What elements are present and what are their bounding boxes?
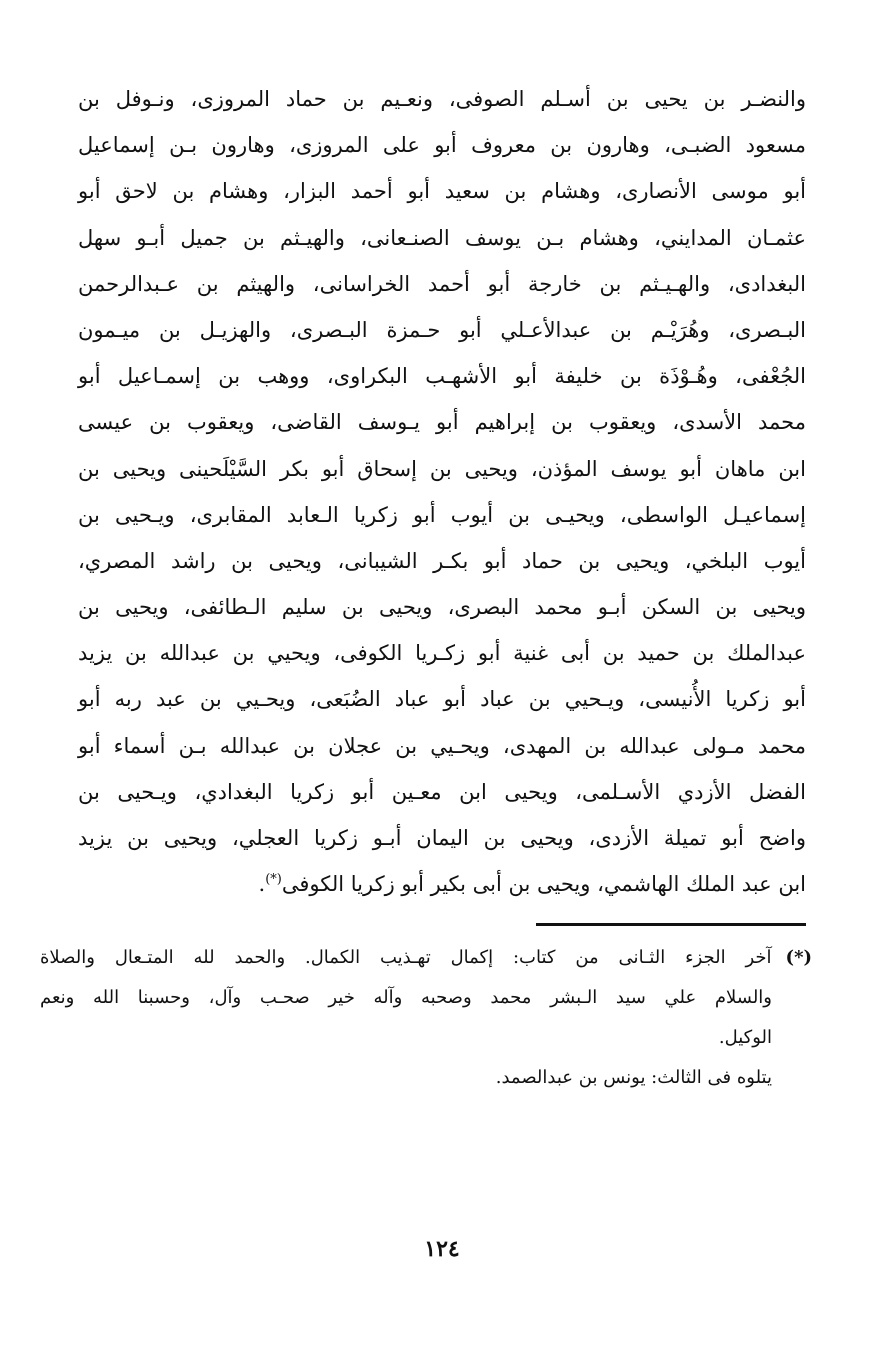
body-line-text: ابن عبد الملك الهاشمي، ويحيى بن أبى بكير أبو زكريا الكوفى xyxy=(281,872,806,897)
footnote-line: يتلوه فى الثالث: يونس بن عبدالصمد. xyxy=(495,1067,772,1088)
body-text xyxy=(78,76,806,907)
body-line: البـصرى، وهُرَيْـم بن عبدالأعـلي أبو حـمزة البـصرى، والهزيـل بن ميـمون xyxy=(78,317,806,342)
body-line: الجُعْفى، وهُـوْذَة بن خليفة أبو الأشهـب البكراوى، ووهب بن إسمـاعيل أبو xyxy=(78,364,806,389)
body-line: محمد مـولى عبدالله بن المهدى، ويحـيي بن عجلان بن عبدالله بـن أسماء أبو xyxy=(78,733,806,758)
body-line: الفضل الأزدي الأسـلمى، ويحيى ابن معـين أبو زكريا البغدادي، ويـحيى بن xyxy=(78,779,806,804)
sentence-end: . xyxy=(258,872,266,897)
body-line: والنضـر بن يحيى بن أسـلم الصوفى، ونعـيم بن حماد المروزى، ونـوفل بن xyxy=(78,87,806,111)
body-line: ابن ماهان أبو يوسف المؤذن، ويحيى بن إسحاق أبو بكر السَّيْلَحينى ويحيى بن xyxy=(78,456,806,481)
footnote-line xyxy=(40,938,812,978)
body-line: أيوب البلخي، ويحيى بن حماد أبو بكـر الشيبانى، ويحيى بن راشد المصري، xyxy=(78,548,806,573)
body-line: مسعود الضبـى، وهارون بن معروف أبو على المروزى، وهارون بـن إسماعيل xyxy=(78,133,806,158)
body-line: واضح أبو تميلة الأزدى، ويحيى بن اليمان أبـو زكريا العجلي، ويحيى بن يزيد xyxy=(78,826,806,850)
footnote-section xyxy=(40,938,812,1098)
footnote-reference[interactable]: (*) xyxy=(265,872,282,888)
body-line-last xyxy=(78,861,806,907)
body-line: ويحيى بن السكن أبـو محمد البصرى، ويحيى بن سليم الـطائفى، ويحيى بن xyxy=(78,595,806,620)
footnote-marker: (*) xyxy=(785,947,812,968)
footnote-line: والسلام علي سيد الـبشر محمد وصحبه وآله خير صحـب وآل، وحسبنا الله ونعم xyxy=(40,987,772,1008)
body-line: محمد الأسدى، ويعقوب بن إبراهيم أبو يـوسف القاضى، ويعقوب بن عيسى xyxy=(78,410,806,435)
body-line: أبو زكريا الأُنيسى، ويـحيي بن عباد أبو عباد الضُبَعى، ويحـيي بن عبد ربه أبو xyxy=(78,687,806,712)
page-number: ١٢٤ xyxy=(424,1236,460,1262)
footnote-text: آخر الجزء الثـانى من كتاب: إكمال تهـذيب الكمال. والحمد لله المتـعال والصلاة xyxy=(40,947,772,968)
body-line: البغدادى، والهـيـثم بن خارجة أبو أحمد الخراسانى، والهيثم بن عـبدالرحمن xyxy=(78,271,806,296)
body-line: عبدالملك بن حميد بن أبى غنية أبو زكـريا الكوفى، ويحيي بن عبدالله بن يزيد xyxy=(78,641,806,666)
footnote-separator xyxy=(536,923,806,926)
body-line: إسماعيـل الواسطى، ويحيـى بن أيوب أبو زكريا الـعابد المقابرى، ويـحيى بن xyxy=(78,502,806,527)
body-line: أبو موسى الأنصارى، وهشام بن سعيد أبو أحمد البزار، وهشام بن لاحق أبو xyxy=(78,179,806,204)
body-line: عثمـان المدايني، وهشام بـن يوسف الصنـعانى، والهيـثم بن جميل أبـو سهل xyxy=(78,225,806,250)
footnote-line: الوكيل. xyxy=(718,1027,772,1048)
